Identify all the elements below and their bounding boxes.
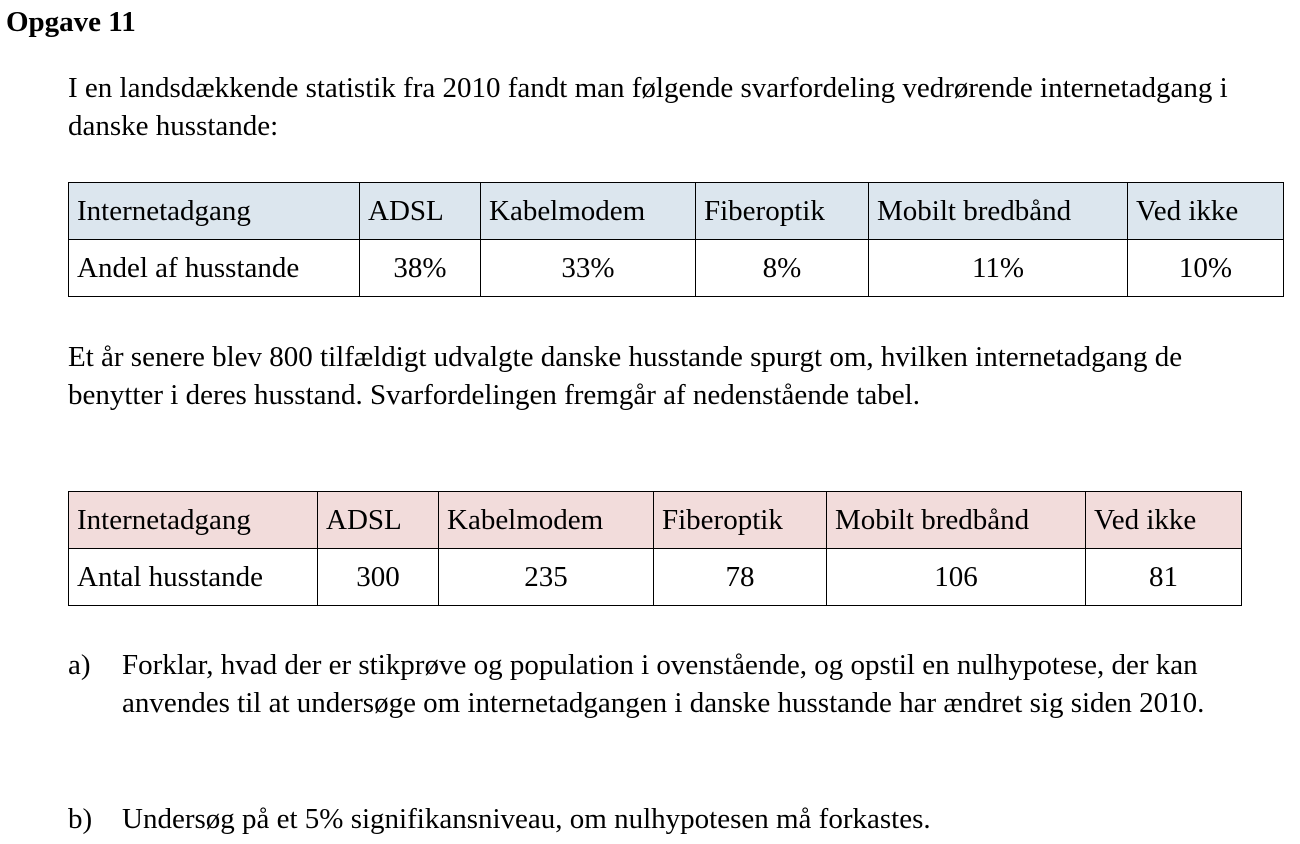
task-letter: a) [68,649,91,681]
value-cell-ved-ikke: 81 [1086,549,1242,606]
table-header-row [69,492,1242,549]
table-header-row [69,183,1284,240]
header-cell-adsl: ADSL [360,183,481,240]
intro-paragraph: I en landsdækkende statistik fra 2010 fandt man følgende svarfordeling vedrørende internetadgang i danske husstande: [68,72,1228,142]
header-cell-mobilt-bredbaand: Mobilt bredbånd [869,183,1128,240]
header-cell-ved-ikke: Ved ikke [1128,183,1284,240]
value-cell-fiberoptik: 8% [696,240,869,297]
exercise-title: Opgave 11 [6,6,136,38]
header-label-cell: Internetadgang [69,183,360,240]
value-cell-adsl: 38% [360,240,481,297]
header-cell-ved-ikke: Ved ikke [1086,492,1242,549]
header-cell-fiberoptik: Fiberoptik [696,183,869,240]
task-text: Forklar, hvad der er stikprøve og population i ovenstående, og opstil en nulhypotese, der kan anvendes til at undersøge om internetadgangen i danske husstande har ændret sig siden 2010. [122,649,1205,719]
value-cell-kabelmodem: 235 [439,549,654,606]
header-cell-adsl: ADSL [318,492,439,549]
header-label-cell: Internetadgang [69,492,318,549]
table-row [69,549,1242,606]
value-cell-mobilt-bredbaand: 106 [827,549,1086,606]
value-cell-fiberoptik: 78 [654,549,827,606]
value-cell-adsl: 300 [318,549,439,606]
task-text: Undersøg på et 5% signifikansniveau, om nulhypotesen må forkastes. [122,803,931,835]
header-cell-kabelmodem: Kabelmodem [481,183,696,240]
value-cell-kabelmodem: 33% [481,240,696,297]
row-label-cell: Andel af husstande [69,240,360,297]
followup-paragraph: Et år senere blev 800 tilfældigt udvalgte danske husstande spurgt om, hvilken internetadgang de benytter i deres husstand. Svarfordelingen fremgår af nedenstående tabel. [68,341,1183,411]
header-cell-kabelmodem: Kabelmodem [439,492,654,549]
table-row [69,240,1284,297]
header-cell-fiberoptik: Fiberoptik [654,492,827,549]
task-letter: b) [68,803,93,835]
value-cell-ved-ikke: 10% [1128,240,1284,297]
row-label-cell: Antal husstande [69,549,318,606]
table-2010-shares [68,182,1284,297]
value-cell-mobilt-bredbaand: 11% [869,240,1128,297]
task-b [68,800,1288,838]
task-a [68,646,1288,722]
header-cell-mobilt-bredbaand: Mobilt bredbånd [827,492,1086,549]
table-survey-counts [68,491,1242,606]
